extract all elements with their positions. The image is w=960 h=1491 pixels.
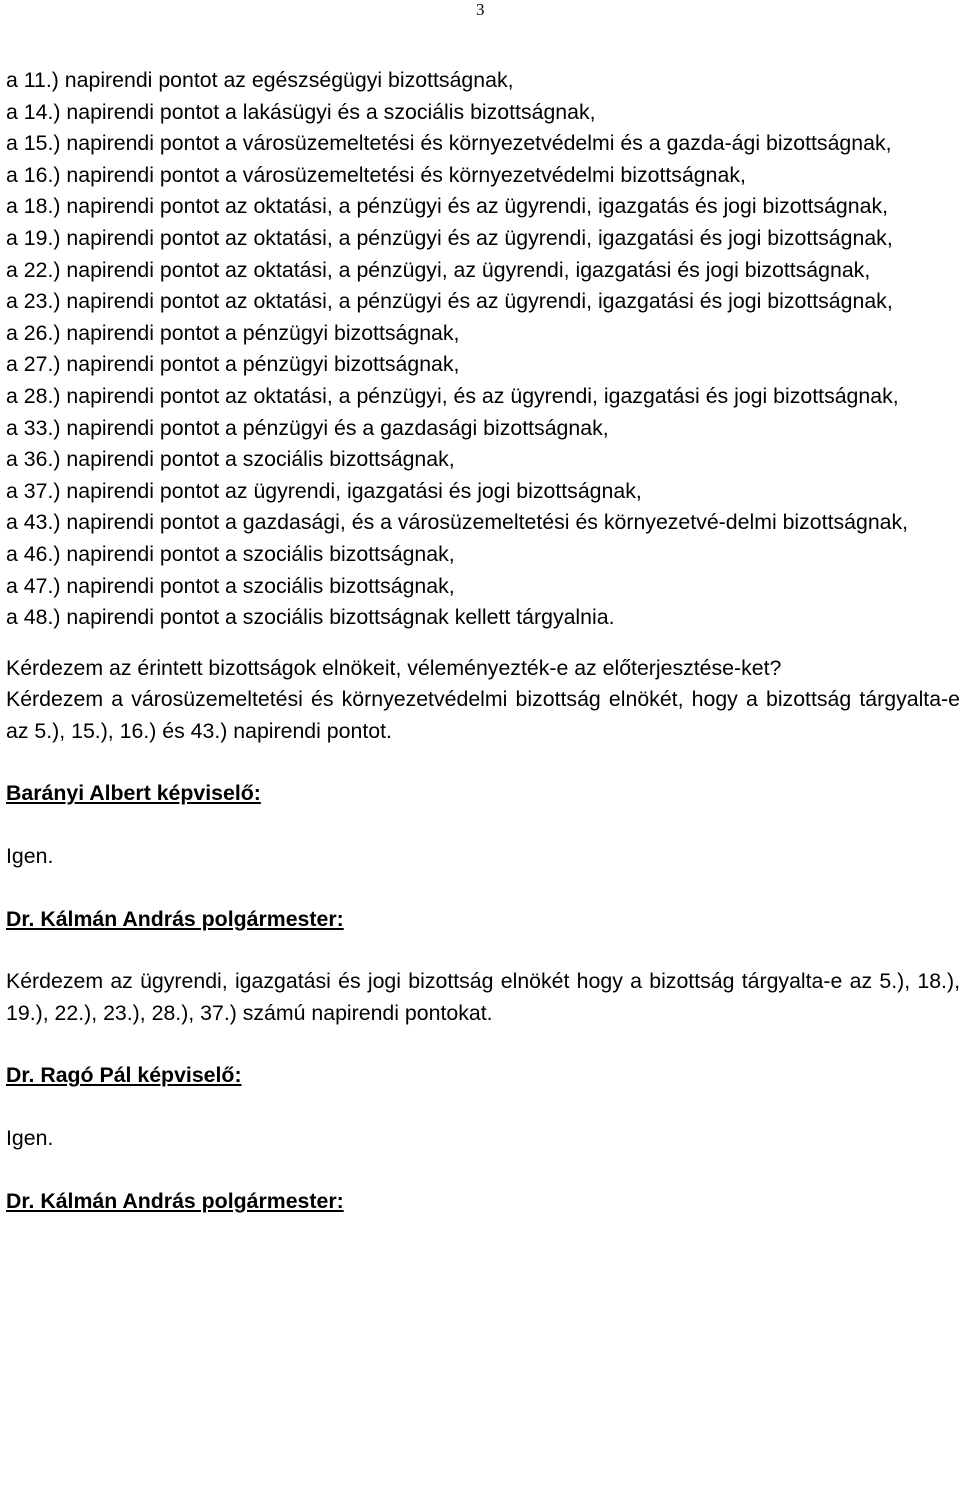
list-item: a 23.) napirendi pontot az oktatási, a pénzügyi és az ügyrendi, igazgatási és jogi bizottságnak, <box>6 289 893 314</box>
list-item: a 37.) napirendi pontot az ügyrendi, igazgatási és jogi bizottságnak, <box>6 478 642 503</box>
document-body <box>6 65 960 1217</box>
speaker-heading: Dr. Kálmán András polgármester: <box>6 906 344 931</box>
list-item: a 15.) napirendi pontot a városüzemeltetési és környezetvédelmi és a gazda-ági bizottságnak, <box>6 131 892 156</box>
list-item: a 16.) napirendi pontot a városüzemeltetési és környezetvédelmi bizottságnak, <box>6 162 746 187</box>
list-item: a 26.) napirendi pontot a pénzügyi bizottságnak, <box>6 320 460 345</box>
list-item: a 18.) napirendi pontot az oktatási, a pénzügyi és az ügyrendi, igazgatás és jogi bizottságnak, <box>6 194 889 219</box>
list-item: a 33.) napirendi pontot a pénzügyi és a gazdasági bizottságnak, <box>6 415 609 440</box>
page-number: 3 <box>476 0 485 19</box>
question-paragraph: Kérdezem az érintett bizottságok elnökeit, véleményezték-e az előterjesztése-ket? <box>6 655 782 680</box>
list-item: a 22.) napirendi pontot az oktatási, a pénzügyi, az ügyrendi, igazgatási és jogi bizottságnak, <box>6 257 871 282</box>
list-item: a 47.) napirendi pontot a szociális bizottságnak, <box>6 573 455 598</box>
list-item: a 43.) napirendi pontot a gazdasági, és a városüzemeltetési és környezetvé-delmi bizottságnak, <box>6 510 909 535</box>
answer-text: Igen. <box>6 844 54 869</box>
list-item: a 11.) napirendi pontot az egészségügyi bizottságnak, <box>6 68 514 92</box>
list-item: a 19.) napirendi pontot az oktatási, a pénzügyi és az ügyrendi, igazgatási és jogi bizottságnak, <box>6 225 893 250</box>
answer-text: Igen. <box>6 1126 54 1151</box>
list-item: a 14.) napirendi pontot a lakásügyi és a szociális bizottságnak, <box>6 99 596 124</box>
list-item: a 27.) napirendi pontot a pénzügyi bizottságnak, <box>6 352 460 377</box>
question-paragraph: Kérdezem a városüzemeltetési és környezetvédelmi bizottság elnökét, hogy a bizottság tárgyalta-e az 5.), 15.), 16.) és 43.) napirendi pontot. <box>6 687 960 743</box>
speaker-heading: Dr. Ragó Pál képviselő: <box>6 1063 242 1088</box>
question-paragraph: Kérdezem az ügyrendi, igazgatási és jogi bizottság elnökét hogy a bizottság tárgyalta-e az 5.), 18.), 19.), 22.), 23.), 28.), 37.) számú napirendi pontokat. <box>6 969 960 1025</box>
list-item: a 46.) napirendi pontot a szociális bizottságnak, <box>6 541 455 566</box>
speaker-heading: Dr. Kálmán András polgármester: <box>6 1188 344 1213</box>
committee-list <box>6 65 960 634</box>
list-item: a 36.) napirendi pontot a szociális bizottságnak, <box>6 447 455 472</box>
speaker-heading: Barányi Albert képviselő: <box>6 781 261 806</box>
list-item: a 48.) napirendi pontot a szociális bizottságnak kellett tárgyalnia. <box>6 605 615 630</box>
list-item: a 28.) napirendi pontot az oktatási, a pénzügyi, és az ügyrendi, igazgatási és jogi bizottságnak, <box>6 383 899 408</box>
